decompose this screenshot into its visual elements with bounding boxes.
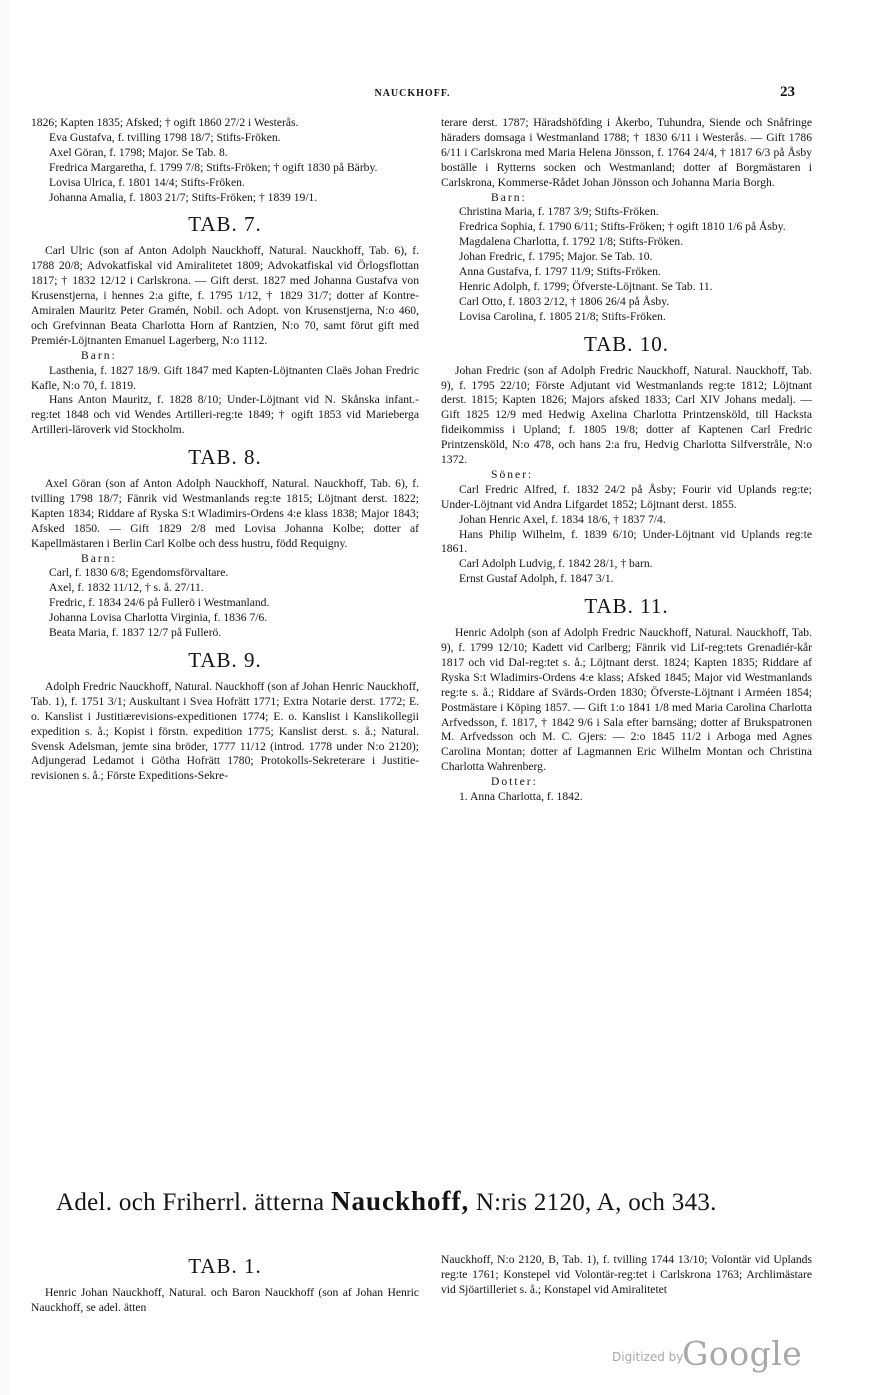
child-entry: Fredric, f. 1834 24/6 på Fullerö i Westmanland. <box>49 596 270 610</box>
child-entry: Henric Adolph, f. 1799; Öfverste-Löjtnant. Se Tab. 11. <box>459 279 713 293</box>
left-column <box>31 116 419 784</box>
tab-heading-9: TAB. 9. <box>188 648 262 672</box>
child-entry: Christina Maria, f. 1787 3/9; Stifts-Fröken. <box>459 205 659 219</box>
bottom-right-column <box>441 1253 812 1298</box>
section-title-family: Nauckhoff, <box>330 1186 470 1216</box>
child-entry: Lovisa Ulrica, f. 1801 14/4; Stifts-Fröken. <box>49 175 245 189</box>
barn-label: Barn: <box>491 190 527 204</box>
barn-label: Barn: <box>81 551 117 565</box>
dotter-label: Dotter: <box>491 775 538 789</box>
digitized-by-text: Digitized by <box>612 1350 684 1364</box>
tab-heading-8: TAB. 8. <box>188 445 262 470</box>
section-title-prefix: Adel. och Friherrl. ätterna <box>56 1189 325 1216</box>
page-header <box>30 84 795 106</box>
digitized-watermark <box>612 1334 803 1376</box>
child-entry: Lovisa Carolina, f. 1805 21/8; Stifts-Fröken. <box>459 309 666 323</box>
google-logo: Google <box>682 1334 803 1373</box>
child-entry: Fredrica Sophia, f. 1790 6/11; Stifts-Fröken; † ogift 1810 1/6 på Åsby. <box>459 220 786 234</box>
daughter-entry: 1. Anna Charlotta, f. 1842. <box>459 790 583 804</box>
tab-9-entry: Adolph Fredric Nauckhoff, Natural. Nauckhoff (son af Johan Henric Nauckhoff, Tab. 1), f. 1751 3/1; Auskultant i Svea Hofrätt 1771; Extra Notarie derst. 1772; E. o. Kanslist i Justitiærevisions-expeditionen 1774; E. o. Kanslist i Kanslikollegii expedition s. å.; Kopist i förstn. expedition 1775; Kanslist derst. s. å.; Natural. Svensk Adelsman, jemte sina bröder, 1777 11/12 (introd. 1778 under N:o 2120); Adjungerad Ledamot i Götha Hofrätt 1780; Protokolls-Sekreterare i Justitie-revisionen s. å.; Förste Expeditions-Sekre- <box>31 679 419 783</box>
tab-11-entry: Henric Adolph (son af Adolph Fredric Nauckhoff, Natural. Nauckhoff, Tab. 9), f. 1799 12/10; Kadett vid Carlberg; Fänrik vid Lif-reg:tets Grenadiér-kår 1817 och vid Dal-reg:tet s. å.; Löjtnant derst. 1824; Kapten 1835; Riddare af Ryska S:t Wladimirs-Ordens 4:e klass; Afsked 1845; Major vid Westmanlands reg:te s. å.; Riddare af Svärds-Orden 1830; Öfverste-Löjtnant i Arméen 1854; Postmästare i Köping 1857. — Gift 1:o 1841 1/8 med Maria Carolina Charlotta Arfvedsson, f. 1817, † 1842 9/6 i Sala efter barnsäng; dotter af Brukspatronen M. Arfvedsson och M. C. Gjers: — 2:o 1845 11/2 i Arboga med Agnes Carolina Montan; dotter af Lagmannen Eric Wilhelm Montan och Christina Charlotta Wahrenberg. <box>441 626 812 774</box>
child-entry: Carl, f. 1830 6/8; Egendomsförvaltare. <box>49 566 229 580</box>
tab-heading-7: TAB. 7. <box>188 212 262 237</box>
child-entry: Carl Otto, f. 1803 2/12, † 1806 26/4 på Åsby. <box>459 294 670 308</box>
continued-entry: terare derst. 1787; Häradshöfding i Åkerbo, Tuhundra, Siende och Snåfringe häraders domsaga i Westmanland 1788; † 1830 6/11 i Westerås. — Gift 1786 6/11 i Carlskrona med Maria Helena Jönsson, f. 1764 24/4, † 1817 6/3 på Åsby boställe i Rytterns socken och Westmanland; dotter af Borgmästaren i Carlskrona, Kommerse-Rådet Johan Jönsson och Johanna Maria Borgh. <box>441 116 812 189</box>
child-entry: Johanna Lovisa Charlotta Virginia, f. 1836 7/6. <box>49 611 268 625</box>
child-entry: Axel, f. 1832 11/12, † s. å. 27/11. <box>49 581 204 595</box>
child-entry: Beata Maria, f. 1837 12/7 på Fullerö. <box>49 626 222 640</box>
son-entry: Johan Henric Axel, f. 1834 18/6, † 1837 7/4. <box>459 512 666 526</box>
child-entry: Hans Anton Mauritz, f. 1828 8/10; Under-Löjtnant vid N. Skånska infant.-reg:tet 1848 och vid Wendes Artilleri-reg:te 1849; † ogift 1853 vid Marieberga Artilleri-läroverk vid Stockholm. <box>31 393 419 437</box>
son-entry: Carl Adolph Ludvig, f. 1842 28/1, † barn. <box>459 557 653 571</box>
child-entry: Johanna Amalia, f. 1803 21/7; Stifts-Fröken; † 1839 19/1. <box>49 190 318 204</box>
son-entry: Hans Philip Wilhelm, f. 1839 6/10; Under-Löjtnant vid Uplands reg:te 1861. <box>441 527 812 556</box>
tab-8-entry: Axel Göran (son af Anton Adolph Nauckhoff, Natural. Nauckhoff, Tab. 6), f. tvilling 1798 18/7; Fänrik vid Westmanlands reg:te 1815; Löjtnant derst. 1822; Kapten 1834; Riddare af Ryska S:t Wladimirs-Ordens 4:e klass 1838; Major 1843; Afsked 1850. — Gift 1829 2/8 med Lovisa Johanna Kolbe; dotter af Kapellmästaren i Berlin Carl Kolbe och dess hustru, född Requigny. <box>31 477 419 550</box>
tab-1-entry-continued: Nauckhoff, N:o 2120, B, Tab. 1), f. tvilling 1744 13/10; Volontär vid Uplands reg:te 1761; Konstepel vid Volontär-reg:tet i Carlskrona 1763; Archlimästare vid Sjöartilleriet s. å.; Konstapel vid Amiralitetet <box>441 1253 812 1296</box>
tab-heading-10: TAB. 10. <box>583 331 670 356</box>
child-entry: Fredrica Margaretha, f. 1799 7/8; Stifts-Fröken; † ogift 1830 på Bärby. <box>49 160 378 174</box>
child-entry: Johan Fredric, f. 1795; Major. Se Tab. 10. <box>459 250 653 264</box>
tab-heading-1: TAB. 1. <box>188 1254 262 1278</box>
child-entry: Magdalena Charlotta, f. 1792 1/8; Stifts-Fröken. <box>459 235 684 249</box>
child-entry: Lasthenia, f. 1827 18/9. Gift 1847 med Kapten-Löjtnanten Claës Johan Fredric Kafle, N:o 70, f. 1819. <box>31 363 419 392</box>
soner-label: Söner: <box>491 467 534 481</box>
running-head: NAUCKHOFF. <box>374 88 451 99</box>
section-title <box>56 1186 836 1217</box>
son-entry: Ernst Gustaf Adolph, f. 1847 3/1. <box>459 572 614 586</box>
right-column <box>441 116 812 805</box>
section-title-suffix: N:ris 2120, A, och 343. <box>475 1189 717 1216</box>
page-number: 23 <box>780 84 795 100</box>
tab-1-entry: Henric Johan Nauckhoff, Natural. och Baron Nauckhoff (son af Johan Henric Nauckhoff, se adel. ätten <box>31 1285 419 1314</box>
bottom-left-column <box>31 1247 419 1316</box>
child-entry: Axel Göran, f. 1798; Major. Se Tab. 8. <box>49 145 228 159</box>
continued-entry: 1826; Kapten 1835; Afsked; † ogift 1860 27/2 i Westerås. <box>31 116 299 129</box>
child-entry: Anna Gustafva, f. 1797 11/9; Stifts-Fröken. <box>459 265 661 279</box>
page-fold-shadow <box>0 0 10 1395</box>
tab-heading-11: TAB. 11. <box>584 594 669 619</box>
child-entry: Eva Gustafva, f. tvilling 1798 18/7; Stifts-Fröken. <box>49 130 281 144</box>
barn-label: Barn: <box>81 348 117 362</box>
tab-10-entry: Johan Fredric (son af Adolph Fredric Nauckhoff, Natural. Nauckhoff, Tab. 9), f. 1795 22/10; Förste Adjutant vid Westmanlands reg:te 1812; Löjtnant derst. 1815; Kapten 1826; Majors afsked 1833; Carl XIV Johans medalj. — Gift 1825 12/9 med Hedwig Axelina Charlotta Printzensköld, till Hacksta fideikommiss i Upland; f. 1805 19/8; dotter af Kaptenen Carl Fredric Printzensköld, N:o 478, och hans 2:a fru, Hedvig Charlotta Silfverstråle, N:o 1372. <box>441 363 812 467</box>
son-entry: Carl Fredric Alfred, f. 1832 24/2 på Åsby; Fourir vid Uplands reg:te; Under-Löjtnant vid Andra Lifgardet 1852; Löjtnant derst. 1855. <box>441 482 812 511</box>
tab-7-entry: Carl Ulric (son af Anton Adolph Nauckhoff, Natural. Nauckhoff, Tab. 6), f. 1788 20/8; Advokatfiskal vid Amiralitetet 1809; Advokatfiskal vid Örlogsflottan 1817; † 1832 12/12 i Carlskrona. — Gift derst. 1827 med Johanna Gustafva von Krusenstjerna, i hennes 2:a gifte, f. 1795 1/12, † 1829 31/7; dotter af Kontre-Amiralen Mauritz Peter Gramén, Nobil. och Adopt. von Krusenstjerna, N:o 460, och Grefvinnan Beata Charlotta Horn af Rantzien, N:o 70, samt förut gift med Premiér-Löjtnanten Emanuel Lagerberg, N:o 1112. <box>31 244 419 347</box>
